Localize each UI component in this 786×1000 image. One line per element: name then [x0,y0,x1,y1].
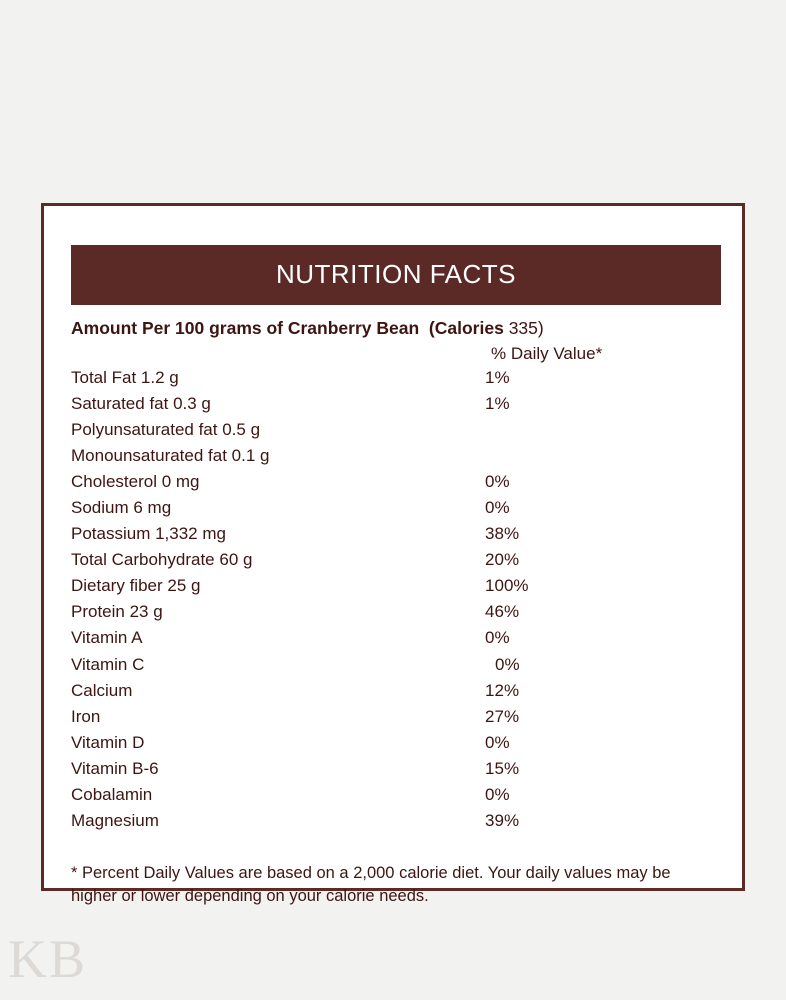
table-row [71,628,721,654]
table-row [71,759,721,785]
nutrient-name: Potassium 1,332 mg [71,524,226,544]
table-row [71,550,721,576]
nutrient-dv: 12% [485,680,520,700]
nutrition-facts-title: NUTRITION FACTS [71,245,721,305]
nutrient-name: Magnesium [71,810,159,830]
serving-amount-text: Amount Per 100 grams of Cranberry Bean [71,318,420,338]
nutrient-dv: 20% [485,550,520,570]
nutrient-name: Vitamin C [71,654,145,674]
nutrient-dv [485,420,721,446]
table-row [71,707,721,733]
nutrition-facts-card [41,203,745,905]
table-row [71,733,721,759]
nutrient-dv: 0% [485,498,510,518]
nutrient-name: Protein 23 g [71,602,163,622]
nutrient-name: Cobalamin [71,784,153,804]
table-row [71,394,721,420]
nutrient-name: Cholesterol 0 mg [71,472,200,492]
nutrient-name: Vitamin A [71,628,143,648]
table-row [71,498,721,524]
calories-label: (Calories [428,318,504,338]
nutrient-name: Monounsaturated fat 0.1 g [71,446,270,466]
nutrient-name: Total Fat 1.2 g [71,368,179,387]
nutrient-name: Total Carbohydrate 60 g [71,550,253,570]
table-row [71,602,721,628]
nutrient-dv: 38% [485,524,520,544]
nutrient-name: Sodium 6 mg [71,498,172,518]
table-row [71,576,721,602]
table-row [71,472,721,498]
nutrient-dv [485,446,721,472]
nutrient-name: Saturated fat 0.3 g [71,394,211,414]
nutrition-facts-inner [71,245,721,908]
table-row [71,785,721,811]
daily-value-footnote: * Percent Daily Values are based on a 2,000 calorie diet. Your daily values may be higher or lower depending on your calorie needs. [71,863,671,905]
nutrient-dv: 0% [485,628,510,648]
nutrient-dv: 27% [485,706,520,726]
nutrient-dv: 0% [495,654,520,674]
table-row [71,811,721,837]
nutrient-dv: 1% [485,368,510,387]
daily-value-header: % Daily Value* [491,344,603,363]
nutrient-dv: 15% [485,758,520,778]
nutrient-dv: 39% [485,810,520,830]
nutrient-name: Polyunsaturated fat 0.5 g [71,420,261,440]
nutrient-dv: 100% [485,576,529,596]
nutrient-name: Vitamin D [71,732,145,752]
serving-amount-line [71,318,721,339]
table-row [71,655,721,681]
nutrient-dv: 0% [485,784,510,804]
nutrient-name: Vitamin B-6 [71,758,159,778]
table-row [71,420,721,446]
nutrient-name: Calcium [71,680,133,700]
nutrient-name: Dietary fiber 25 g [71,576,201,596]
nutrient-name: Iron [71,706,101,726]
calories-value: 335) [508,318,544,338]
table-row [71,368,721,394]
nutrient-dv: 46% [485,602,520,622]
nutrient-dv: 0% [485,472,510,492]
nutrient-dv: 1% [485,394,510,414]
watermark-kb: KB [8,929,88,989]
nutrients-table [71,368,721,837]
nutrients-table-body [71,368,721,837]
nutrient-dv: 0% [485,732,510,752]
table-row [71,524,721,550]
table-row [71,446,721,472]
table-row [71,681,721,707]
